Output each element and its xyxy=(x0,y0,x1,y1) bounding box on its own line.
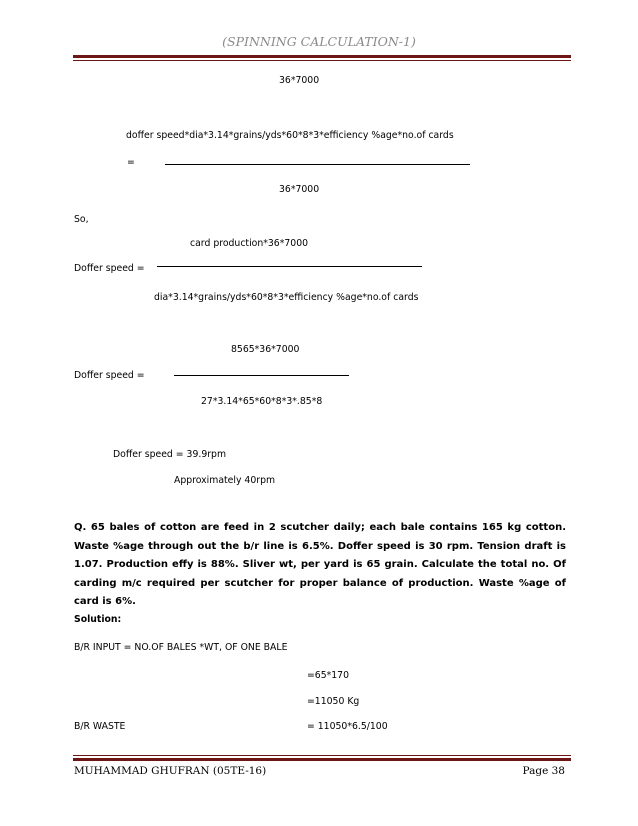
formula-numerator-3: card production*36*7000 xyxy=(190,238,309,249)
formula-numerator-4: 8565*36*7000 xyxy=(231,344,300,355)
formula-denominator-2: 36*7000 xyxy=(279,184,320,195)
approx-result: Approximately 40rpm xyxy=(174,475,276,486)
formula-denominator-4: 27*3.14*65*60*8*3*.85*8 xyxy=(201,396,323,407)
doffer-speed-label-2: Doffer speed = xyxy=(74,370,145,381)
formula-numerator-2: doffer speed*dia*3.14*grains/yds*60*8*3*efficiency %age*no.of cards xyxy=(126,130,454,141)
calc-line-2: =11050 Kg xyxy=(307,696,360,707)
br-input-line: B/R INPUT = NO.OF BALES *WT, OF ONE BALE xyxy=(74,642,288,653)
question-paragraph: Q. 65 bales of cotton are feed in 2 scutcher daily; each bale contains 165 kg cotton. Waste %age through out the b/r line is 6.5%. Doffer speed is 30 rpm. Tension draft is 1.07. Production effy is 88%. Sliver wt, per yard is 65 grain. Calculate the total no. Of carding m/c required per scutcher for proper balance of production. Waste %age of card is 6%. xyxy=(74,522,566,607)
doffer-speed-label-1: Doffer speed = xyxy=(74,263,145,274)
fraction-bar-2 xyxy=(157,266,422,267)
solution-label: Solution: xyxy=(74,614,122,625)
footer-rule-thick xyxy=(73,758,571,761)
running-header: (SPINNING CALCULATION-1) xyxy=(222,34,416,49)
fraction-bar-3 xyxy=(174,375,349,376)
formula-denominator-1: 36*7000 xyxy=(279,75,320,86)
footer-rule-thin xyxy=(73,755,571,756)
calc-line-1: =65*170 xyxy=(307,670,350,681)
fraction-bar-1 xyxy=(165,164,470,165)
footer-author: MUHAMMAD GHUFRAN (05TE-16) xyxy=(74,765,267,777)
header-rule-thin xyxy=(73,60,571,61)
equals-sign: = xyxy=(127,157,135,168)
page-number: Page 38 xyxy=(522,765,565,777)
doffer-speed-result: Doffer speed = 39.9rpm xyxy=(113,449,227,460)
so-text: So, xyxy=(74,214,89,225)
calc-line-3: = 11050*6.5/100 xyxy=(307,721,388,732)
formula-denominator-3: dia*3.14*grains/yds*60*8*3*efficiency %age*no.of cards xyxy=(154,292,419,303)
br-waste-label: B/R WASTE xyxy=(74,721,126,732)
header-rule-thick xyxy=(73,55,571,58)
